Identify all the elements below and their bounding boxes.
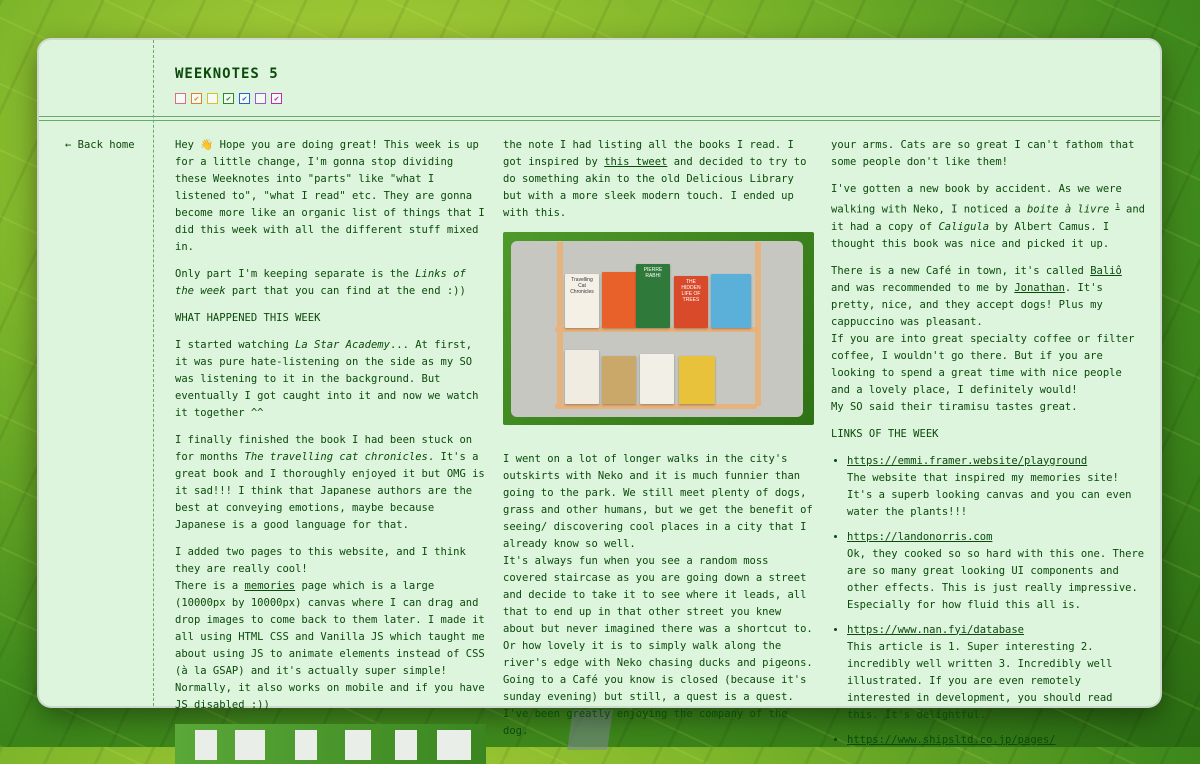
vertical-divider	[153, 40, 154, 706]
paragraph-new-book: I've gotten a new book by accident. As we were walking with Neko, I noticed a boite à livre $^1$ and it had a copy of Caligula by Albert Camus. I thought this book was nice and picked it up.	[831, 183, 1145, 250]
paragraph-cat-chronicles: I finally finished the book I had been stuck on for months The travelling cat chronicles. It's a great book and I thoroughly enjoyed it but OMG is it sad!!! I think that Japanese authors are the best at conveying emotions, maybe because Japanese is a good language for that.	[175, 434, 485, 531]
book-cover	[640, 354, 674, 404]
external-link[interactable]: https://landonorris.com	[847, 530, 993, 543]
color-checkbox[interactable]: ✔	[223, 93, 234, 104]
link-description: The website that inspired my memories site! It's a superb looking canvas and you can even water the plants!!!	[847, 471, 1132, 518]
color-checkboxes	[175, 93, 282, 104]
book-cover: Travelling Cat Chronicles	[565, 274, 599, 328]
paragraph-intro: Hey 👋 Hope you are doing great! This week is up for a little change, I'm gonna stop dividing these Weeknotes into "parts" like "what I listened to", "what I read" etc. They are gonna become more like an organic list of things that I did this week with all the different stuff mixed in.	[175, 139, 485, 253]
column-3	[831, 137, 1147, 757]
paragraph-cats: your arms. Cats are so great I can't fathom that some people don't like them!	[831, 139, 1135, 168]
header-divider-top	[39, 116, 1160, 117]
book-cover: THE HIDDEN LIFE OF TREES	[674, 276, 708, 328]
column-2	[503, 137, 817, 750]
book-cover	[679, 356, 715, 404]
color-checkbox[interactable]	[207, 93, 218, 104]
color-checkbox[interactable]: ✔	[239, 93, 250, 104]
link-item	[847, 529, 1147, 614]
links-list	[831, 453, 1147, 749]
link-item	[847, 622, 1147, 724]
memories-screenshot-image	[175, 724, 486, 764]
link-description: Ok, they cooked so so hard with this one. There are so many great looking UI components and other effects. This is just really impressive. Especially for how fluid this all is.	[847, 547, 1145, 611]
external-link[interactable]: https://www.nan.fyi/database	[847, 623, 1025, 636]
link-description: This article is 1. Super interesting 2. incredibly well written 3. Incredibly well illustrated. If you are even remotely interested in development, you should read this. It's delightful.	[847, 640, 1113, 721]
tweet-link[interactable]: this tweet	[604, 156, 668, 168]
paragraph-star-academy: I started watching La Star Academy... At first, it was pure hate-listening on the side as my SO was listening to it in the background. But eventually I got caught into it and now we watch it together ^^	[175, 339, 479, 419]
page-window	[39, 40, 1160, 746]
bookshelf-image	[503, 232, 814, 425]
external-link[interactable]: https://www.shipsltd.co.jp/pages/	[847, 733, 1056, 746]
header-divider-bottom	[39, 120, 1160, 121]
color-checkbox[interactable]	[175, 93, 186, 104]
link-item	[847, 732, 1147, 749]
memories-link[interactable]: memories	[244, 580, 296, 592]
paragraph-links-note: Only part I'm keeping separate is the Links of the week part that you can find at the end :))	[175, 268, 466, 297]
page-title: WEEKNOTES 5	[175, 66, 279, 82]
book-cover	[565, 350, 599, 404]
paragraph-walks: I went on a lot of longer walks in the city's outskirts with Neko and it is much funnier than going to the park. We still meet plenty of dogs, grass and other humans, but we get the benefit of seeing/ discovering cool places in a city that I already know so well. It's always fun when you see a random moss covered staircase as you are going down a street and decide to take it to see where it leads, all that to end up in that other street you knew about but never imagined there was a shortcut to. Or how lovely it is to simply walk along the river's edge with Neko chasing ducks and pigeons. Going to a Café you know is closed (because it's sunday evening) but still, a quest is a quest. I've been greatly enjoying the company of the dog.	[503, 453, 813, 737]
book-cover	[711, 274, 751, 328]
color-checkbox[interactable]: ✔	[191, 93, 202, 104]
back-home-link[interactable]: ← Back home	[65, 139, 135, 151]
color-checkbox[interactable]	[255, 93, 266, 104]
heading-what-happened: WHAT HAPPENED THIS WEEK	[175, 312, 321, 324]
jonathan-link[interactable]: Jonathan	[1014, 281, 1065, 294]
color-checkbox[interactable]: ✔	[271, 93, 282, 104]
book-cover	[602, 272, 636, 328]
external-link[interactable]: https://emmi.framer.website/playground	[847, 454, 1088, 467]
column-1	[175, 137, 489, 764]
book-cover: PIERRE RABHI	[636, 264, 670, 328]
paragraph-book-shelf: the note I had listing all the books I read. I got inspired by this tweet and decided to try to do something akin to the old Delicious Library but with a more sleek modern touch. I ended up with this.	[503, 139, 807, 219]
link-item	[847, 453, 1147, 521]
paragraph-new-pages: I added two pages to this website, and I think they are really cool! There is a memories page which is a large (10000px by 10000px) canvas where I can drag and drop images to come back to them later. I made it all using HTML CSS and Vanilla JS which taught me about using JS to animate elements instead of CSS (à la GSAP) and it's actually super simple! Normally, it also works on mobile and if you have JS disabled :))	[175, 546, 485, 711]
footnote-1-link[interactable]: 1	[1115, 202, 1120, 210]
heading-links-of-week: LINKS OF THE WEEK	[831, 427, 939, 440]
paragraph-cafe: There is a new Café in town, it's called Baliô and was recommended to me by Jonathan. It's pretty, nice, and they accept dogs! Plus my cappuccino was pleasant. If you are into great specialty coffee or filter coffee, I wouldn't go there. But if you are looking to spend a great time with nice people and a lovely place, I definitely would! My SO said their tiramisu tastes great.	[831, 264, 1135, 413]
book-cover	[602, 356, 636, 404]
balio-link[interactable]: Baliô	[1090, 264, 1122, 277]
